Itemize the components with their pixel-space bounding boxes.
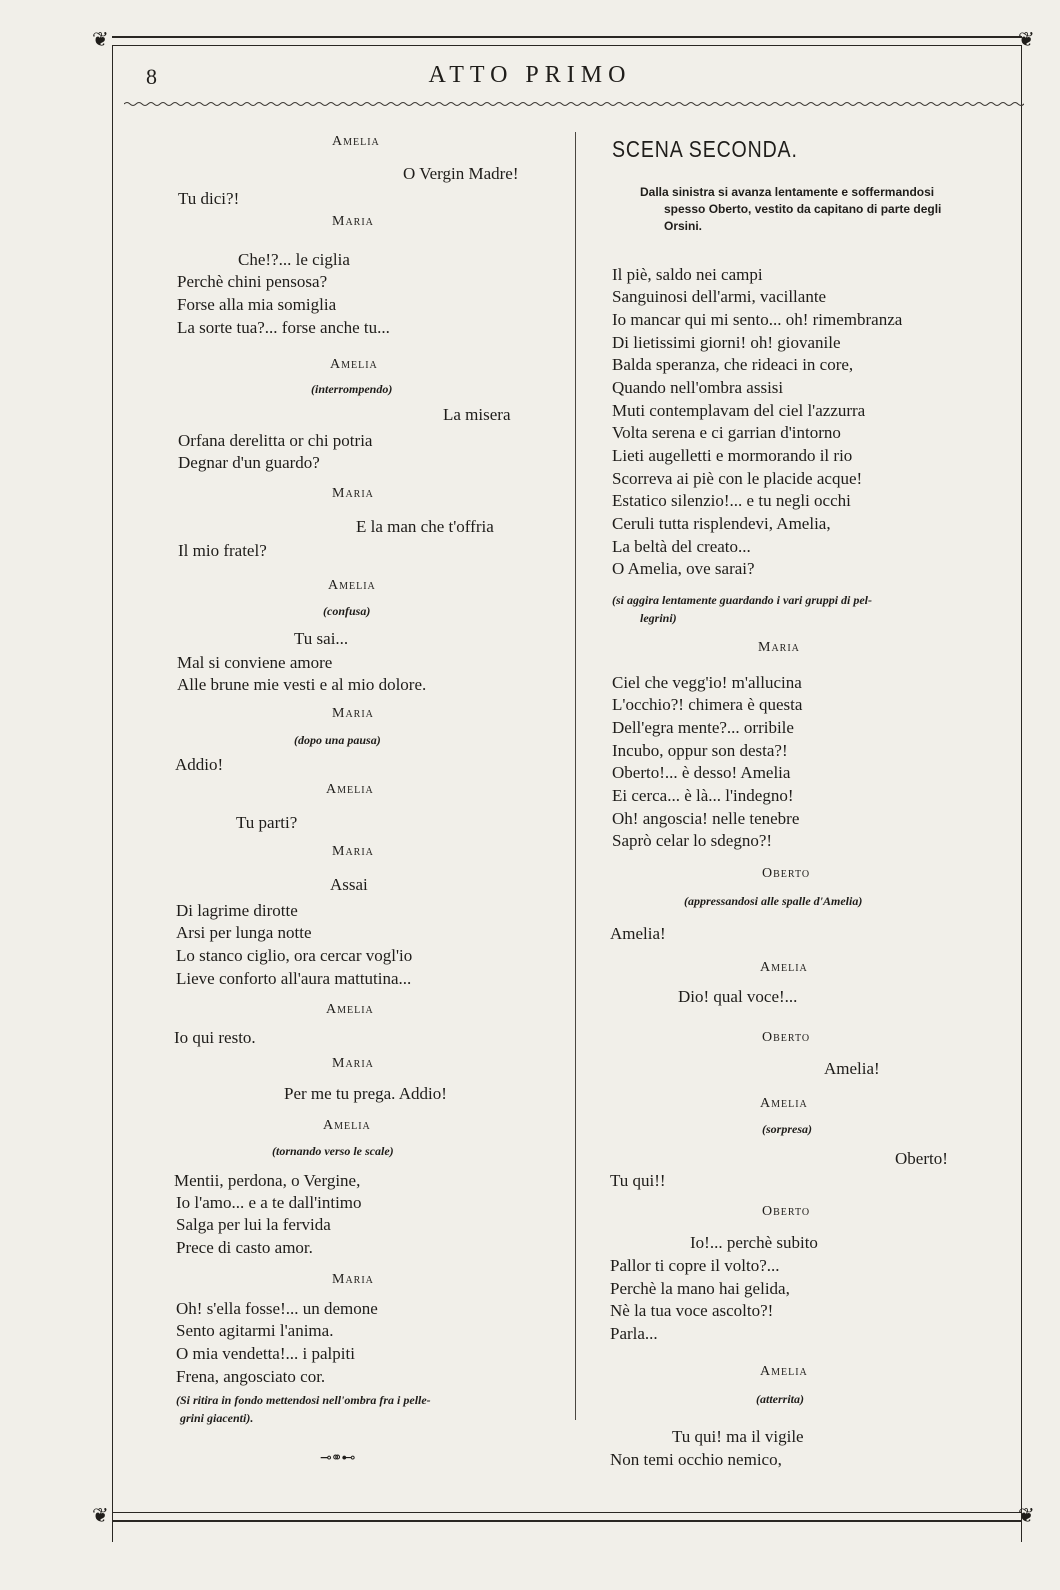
speaker-name: Amelia: [326, 782, 374, 797]
verse-line: Oh! s'ella fosse!... un demone: [176, 1299, 378, 1318]
verse-line: Tu dici?!: [178, 189, 240, 208]
verse-line: Lieve conforto all'aura mattutina...: [176, 969, 412, 988]
verse-line: Amelia!: [824, 1059, 880, 1078]
verse-line: Frena, angosciato cor.: [176, 1367, 326, 1386]
stage-direction: (interrompendo): [311, 382, 393, 396]
verse-line: Muti contemplavam del ciel l'azzurra: [612, 401, 866, 420]
verse-line: La misera: [443, 405, 511, 424]
verse-line: Parla...: [610, 1324, 658, 1343]
verse-line: Degnar d'un guardo?: [178, 453, 320, 472]
stage-direction: (appressandosi alle spalle d'Amelia): [684, 894, 863, 908]
verse-line: Dio! qual voce!...: [678, 987, 798, 1006]
speaker-name: Oberto: [762, 1030, 811, 1045]
speaker-name: Amelia: [760, 1364, 808, 1379]
verse-line: O Amelia, ove sarai?: [612, 559, 755, 578]
corner-flourish-icon: ❦: [92, 1505, 109, 1527]
verse-line: Oberto!: [895, 1149, 948, 1168]
verse-line: O Vergin Madre!: [403, 164, 519, 183]
verse-line: Scorreva ai piè con le placide acque!: [612, 469, 863, 488]
speaker-name: Amelia: [326, 1002, 374, 1017]
verse-line: Lieti augelletti e mormorando il rio: [612, 446, 853, 465]
verse-line: Amelia!: [610, 924, 666, 943]
corner-flourish-icon: ❦: [1018, 29, 1035, 51]
verse-line: Quando nell'ombra assisi: [612, 378, 784, 397]
verse-line: Arsi per lunga notte: [176, 923, 312, 942]
stage-direction: (si aggira lentamente guardando i vari gruppi di pel-: [612, 593, 873, 607]
end-ornament: ⊸⚭⊷: [320, 1451, 355, 1466]
verse-line: Il piè, saldo nei campi: [612, 265, 763, 284]
verse-line: Ceruli tutta risplendevi, Amelia,: [612, 514, 831, 533]
speaker-name: Maria: [332, 486, 374, 501]
speaker-name: Maria: [332, 1056, 374, 1071]
verse-line: Ciel che vegg'io! m'allucina: [612, 673, 802, 692]
verse-line: Ei cerca... è là... l'indegno!: [612, 786, 794, 805]
verse-line: Il mio fratel?: [178, 541, 267, 560]
verse-line: Lo stanco ciglio, ora cercar vogl'io: [176, 946, 413, 965]
verse-line: O mia vendetta!... i palpiti: [176, 1344, 355, 1363]
verse-line: Mentii, perdona, o Vergine,: [174, 1171, 361, 1190]
verse-line: Io qui resto.: [174, 1028, 256, 1047]
corner-flourish-icon: ❦: [1018, 1505, 1035, 1527]
stage-direction: (Si ritira in fondo mettendosi nell'ombra fra i pelle-: [176, 1393, 431, 1407]
stage-direction: (atterrita): [756, 1392, 804, 1406]
verse-line: Tu sai...: [294, 629, 349, 648]
speaker-name: Amelia: [760, 1096, 808, 1111]
verse-line: Non temi occhio nemico,: [610, 1450, 782, 1469]
verse-line: Saprò celar lo sdegno?!: [612, 831, 773, 850]
stage-direction: grini giacenti).: [180, 1411, 254, 1425]
scene-description-line: Dalla sinistra si avanza lentamente e soffermandosi: [640, 185, 935, 199]
verse-line: Prece di casto amor.: [176, 1238, 313, 1257]
verse-line: Incubo, oppur son desta?!: [612, 741, 788, 760]
stage-direction: legrini): [640, 611, 677, 625]
verse-line: Nè la tua voce ascolto?!: [610, 1301, 774, 1320]
verse-line: Oberto!... è desso! Amelia: [612, 763, 791, 782]
speaker-name: Maria: [332, 706, 374, 721]
page-number: 8: [146, 64, 157, 89]
verse-line: Forse alla mia somiglia: [177, 295, 337, 314]
speaker-name: Amelia: [323, 1118, 371, 1133]
verse-line: Che!?... le ciglia: [238, 250, 350, 269]
verse-line: Salga per lui la fervida: [176, 1215, 331, 1234]
verse-line: Mal si conviene amore: [177, 653, 333, 672]
verse-line: Sento agitarmi l'anima.: [176, 1321, 334, 1340]
verse-line: Estatico silenzio!... e tu negli occhi: [612, 491, 851, 510]
speaker-name: Maria: [332, 214, 374, 229]
verse-line: Oh! angoscia! nelle tenebre: [612, 809, 800, 828]
verse-line: Perchè la mano hai gelida,: [610, 1279, 790, 1298]
verse-line: Tu qui!!: [610, 1171, 666, 1190]
scene-title: SCENA SECONDA.: [612, 136, 798, 162]
verse-line: Tu qui! ma il vigile: [672, 1427, 804, 1446]
running-title: ATTO PRIMO: [428, 62, 632, 88]
corner-flourish-icon: ❦: [92, 29, 109, 51]
verse-line: Sanguinosi dell'armi, vacillante: [612, 287, 827, 306]
verse-line: E la man che t'offria: [356, 517, 494, 536]
verse-line: Di lagrime dirotte: [176, 901, 298, 920]
speaker-name: Maria: [332, 844, 374, 859]
speaker-name: Amelia: [328, 578, 376, 593]
scene-description-line: Orsini.: [664, 219, 703, 233]
speaker-name: Maria: [758, 640, 800, 655]
verse-line: Perchè chini pensosa?: [177, 272, 328, 291]
verse-line: Pallor ti copre il volto?...: [610, 1256, 780, 1275]
speaker-name: Oberto: [762, 866, 811, 881]
verse-line: Addio!: [175, 755, 224, 774]
verse-line: Io mancar qui mi sento... oh! rimembranza: [612, 310, 903, 329]
verse-line: Per me tu prega. Addio!: [284, 1084, 447, 1103]
verse-line: Di lietissimi giorni! oh! giovanile: [612, 333, 841, 352]
speaker-name: Amelia: [332, 134, 380, 149]
speaker-name: Amelia: [330, 357, 378, 372]
verse-line: Orfana derelitta or chi potria: [178, 431, 373, 450]
verse-line: La sorte tua?... forse anche tu...: [177, 318, 390, 337]
verse-line: Volta serena e ci garrian d'intorno: [612, 423, 841, 442]
verse-line: Dell'egra mente?... orribile: [612, 718, 794, 737]
verse-line: Io l'amo... e a te dall'intimo: [176, 1193, 362, 1212]
verse-line: Tu parti?: [236, 813, 298, 832]
stage-direction: (sorpresa): [762, 1122, 812, 1136]
speaker-name: Amelia: [760, 960, 808, 975]
verse-line: Balda speranza, che rideaci in core,: [612, 355, 854, 374]
verse-line: Assai: [330, 875, 368, 894]
verse-line: La beltà del creato...: [612, 537, 751, 556]
verse-line: Alle brune mie vesti e al mio dolore.: [177, 675, 427, 694]
stage-direction: (confusa): [323, 604, 371, 618]
speaker-name: Oberto: [762, 1204, 811, 1219]
stage-direction: (tornando verso le scale): [272, 1144, 394, 1158]
verse-line: L'occhio?! chimera è questa: [612, 695, 803, 714]
verse-line: Io!... perchè subito: [690, 1233, 818, 1252]
stage-direction: (dopo una pausa): [294, 733, 381, 747]
speaker-name: Maria: [332, 1272, 374, 1287]
scene-description-line: spesso Oberto, vestito da capitano di parte degli: [664, 202, 942, 216]
